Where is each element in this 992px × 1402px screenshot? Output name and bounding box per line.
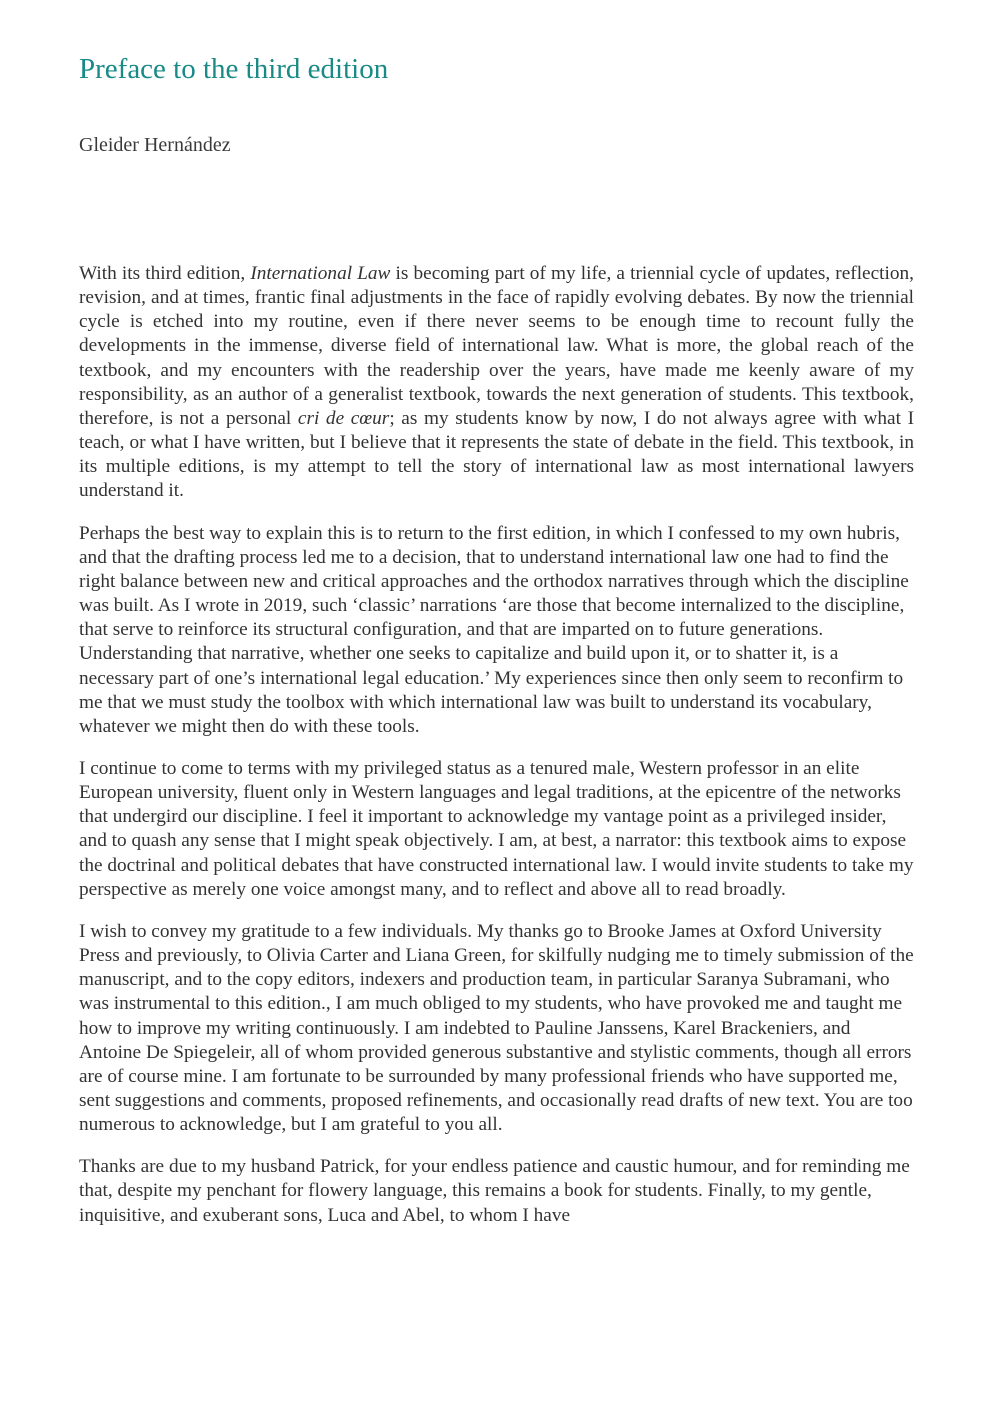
preface-body (79, 262, 914, 1246)
author-name: Gleider Hernández (79, 134, 231, 156)
text-run: With its third edition, (79, 263, 251, 284)
page-title: Preface to the third edition (79, 53, 389, 85)
text-run: ; as my students know by now, I do not always agree with what I teach, or what I have written, but I believe that it represents the state of debate in the field. This textbook, in its multiple editions, is my attempt to tell the story of international law as most international lawyers understand it. (79, 407, 914, 502)
paragraph-1 (79, 262, 914, 504)
paragraph-4: I wish to convey my gratitude to a few individuals. My thanks go to Brooke James at Oxford University Press and previously, to Olivia Carter and Liana Green, for skilfully nudging me to timely submission of the manuscript, and to the copy editors, indexers and production team, in particular Saranya Subramani, who was instrumental to this edition., I am much obliged to my students, who have provoked me and taught me how to improve my writing continuously. I am indebted to Pauline Janssens, Karel Brackeniers, and Antoine De Spiegeleir, all of whom provided generous substantive and stylistic comments, though all errors are of course mine. I am fortunate to be surrounded by many professional friends who have supported me, sent suggestions and comments, proposed refinements, and occasionally read drafts of new text. You are too numerous to acknowledge, but I am grateful to you all. (79, 920, 914, 1136)
text-run: is becoming part of my life, a triennial cycle of updates, reflection, revision, and at times, frantic final adjustments in the face of rapidly evolving debates. By now the triennial cycle is etched into my routine, even if there never seems to be enough time to recount fully the developments in the immense, diverse field of international law. What is more, the global reach of the textbook, and my encounters with the readership over the years, have made me keenly aware of my responsibility, as an author of a generalist textbook, towards the next generation of students. This textbook, therefore, is not a personal (79, 263, 914, 429)
paragraph-2: Perhaps the best way to explain this is to return to the first edition, in which I confessed to my own hubris, and that the drafting process led me to a decision, that to understand international law one had to find the right balance between new and critical approaches and the orthodox narratives through which the discipline was built. As I wrote in 2019, such ‘classic’ narrations ‘are those that become internalized to the discipline, that serve to reinforce its structural configuration, and that are imparted on to future generations. Understanding that narrative, whether one seeks to capitalize and build upon it, or to shatter it, is a necessary part of one’s international legal education.’ My experiences since then only seem to reconfirm to me that we must study the toolbox with which international law was built to understand its vocabulary, whatever we might then do with these tools. (79, 522, 909, 737)
italic-phrase-cri-de-coeur: cri de cœur (297, 407, 390, 429)
paragraph-3: I continue to come to terms with my privileged status as a tenured male, Western professor in an elite European university, fluent only in Western languages and legal traditions, at the epicentre of the networks that undergird our discipline. I feel it important to acknowledge my vantage point as a privileged insider, and to quash any sense that I might speak objectively. I am, at best, a narrator: this textbook aims to expose the doctrinal and political debates that have constructed international law. I would invite students to take my perspective as merely one voice amongst many, and to reflect and above all to read broadly. (79, 757, 914, 900)
paragraph-5: Thanks are due to my husband Patrick, for your endless patience and caustic humour, and for reminding me that, despite my penchant for flowery language, this remains a book for students. Finally, to my gentle, inquisitive, and exuberant sons, Luca and Abel, to whom I have (79, 1156, 910, 1226)
italic-title-international-law: International Law (250, 263, 391, 284)
